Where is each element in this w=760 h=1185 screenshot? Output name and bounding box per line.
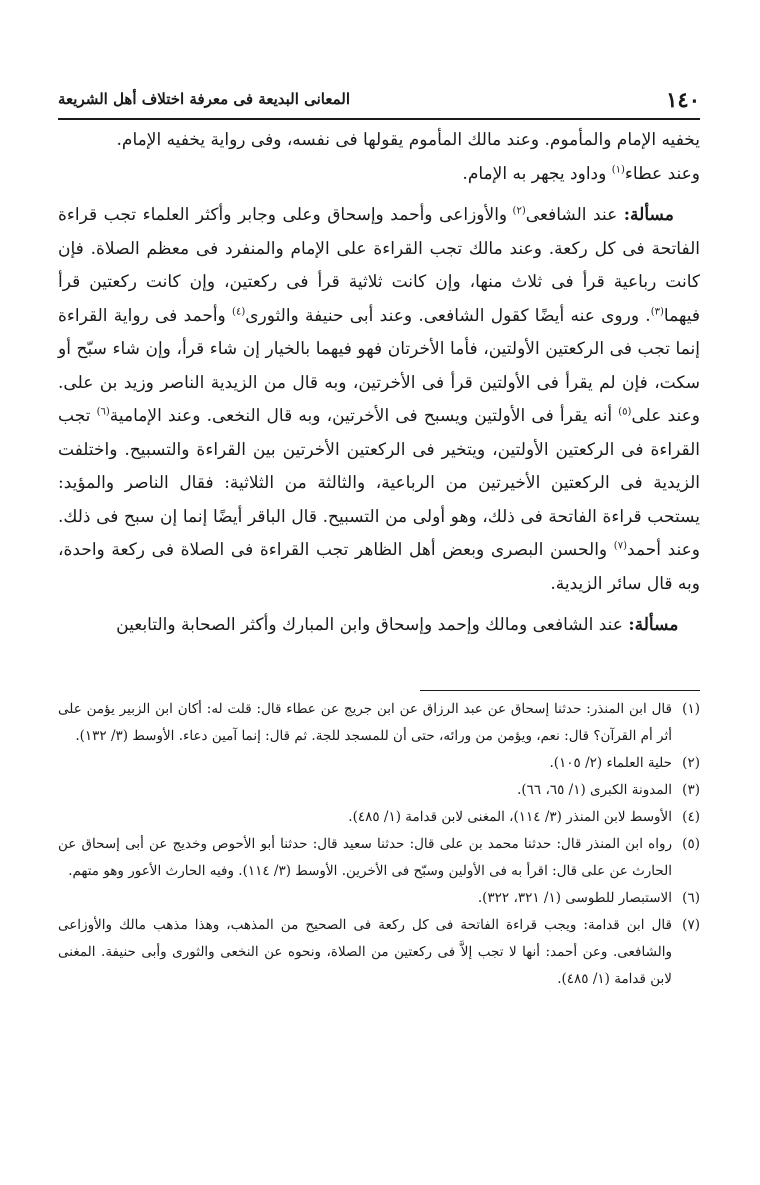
footnote-number: (٦) [682, 890, 700, 906]
footnote-number: (٢) [682, 755, 700, 771]
main-text [58, 124, 700, 651]
footnote-ref-5[interactable]: (٥) [618, 406, 632, 418]
page-number: ١٤٠ [666, 86, 700, 112]
footnote-text: قال ابن المنذر: حدثنا إسحاق عن عبد الرزاق عن ابن جريج عن عطاء قال: قلت له: أكان ابن الزبير يؤمن على أثر أم القرآن؟ قال: نعم، ويؤمن من ورائه، حتى أن للمسجد للجة. ثم قال: إنما آمين دعاء. الأوسط (٣/ ١٣٢). [58, 701, 672, 744]
footnote-text: الاستبصار للطوسى (١/ ٣٢١، ٣٢٢). [477, 890, 672, 906]
paragraph-3 [58, 609, 700, 643]
footnote-text: حلية العلماء (٢/ ١٠٥). [549, 755, 672, 771]
p1-line2b: وداود يجهر به الإمام. [462, 163, 612, 184]
p2-text-6: تجب القراءة فى الركعتين الأولتين، ويتخير فى الركعتين الأخرتين بين القراءة والتسبيح. واختلفت الزيدية فى الركعتين الأخيرتين من الرباعية، والثالثة من الثلاثية: فقال الناصر والمؤيد: يستحب قراءة الفاتحة فى ذلك، وهو أولى من التسبيح. قال الباقر أيضًا إنما إن سبح فى ذلك. وعند أحمد [58, 406, 700, 560]
p1-line2a: وعند عطاء [624, 163, 700, 184]
footnote-ref-1[interactable]: (١) [611, 163, 625, 175]
footnote-7 [58, 912, 700, 993]
footnote-4 [58, 804, 700, 831]
issue-label: مسألة: [623, 205, 674, 225]
footnotes [58, 696, 700, 993]
p3-text: عند الشافعى ومالك وإحمد وإسحاق وابن المبارك وأكثر الصحابة والتابعين [116, 615, 629, 635]
footnote-text: قال ابن قدامة: ويجب قراءة الفاتحة فى كل ركعة فى الصحيح من المذهب، وهذا مذهب مالك والأوزاعى والشافعى. وعن أحمد: أنها لا تجب إلاَّ فى ركعتين من الصلاة، ونحوه عن النخعى والثورى وأبى حنيفة. المغنى لابن قدامة (١/ ٤٨٥). [58, 917, 672, 987]
p2-text-5: أنه يقرأ فى الأولتين ويسبح فى الأخرتين، وبه قال النخعى. وعند الإمامية [109, 406, 619, 426]
footnote-1 [58, 696, 700, 750]
footnote-text: رواه ابن المنذر قال: حدثنا محمد بن على قال: حدثنا سعيد قال: حدثنا أبو الأحوص وخديج عن أبى إسحاق عن الحارث عن على قال: اقرأ به فى الأولين وسبّح فى الأخرين. الأوسط (٣/ ١١٤). وفيه الحارث الأعور وهو متهم. [58, 836, 672, 879]
p2-text-7: والحسن البصرى وبعض أهل الظاهر تجب القراءة فى الصلاة فى ركعة واحدة، وبه قال سائر الزيدية. [58, 540, 700, 594]
footnote-ref-3[interactable]: (٣) [650, 305, 664, 317]
issue-label: مسألة: [628, 615, 679, 635]
header-divider [58, 118, 700, 120]
p2-text-4: وأحمد فى رواية القراءة إنما تجب فى الركعتين الأولتين، فأما الأخرتان فهو فيهما بالخيار إن شاء قرأ، وإن شاء سبّح أو سكت، فإن لم يقرأ فى الأولتين قرأ فى الأخرتين، وبه قال من الزيدية الناصر وزيد بن على. وعند على [58, 305, 700, 426]
footnote-divider [420, 690, 700, 691]
footnote-ref-4[interactable]: (٤) [232, 305, 246, 317]
p2-text-1: عند الشافعى [525, 205, 624, 225]
p2-text-3: . وروى عنه أيضًا كقول الشافعى. وعند أبى حنيفة والثورى [245, 305, 651, 326]
footnote-6 [58, 885, 700, 912]
footnote-text: المدونة الكبرى (١/ ٦٥، ٦٦). [517, 782, 672, 798]
paragraph-1 [58, 124, 700, 191]
footnote-number: (٥) [682, 836, 700, 852]
running-header [58, 84, 700, 114]
footnote-3 [58, 777, 700, 804]
p2-text-2: والأوزاعى وأحمد وإسحاق وعلى وجابر وأكثر العلماء تجب قراءة الفاتحة فى كل ركعة. وعند مالك تجب القراءة على الإمام والمنفرد فى معظم الصلاة. فإن كانت رباعية قرأ فى ثلاث منها، وإن كانت ثلاثية قرأ فى ركعتين، وإن كانت ركعتين قرأ فيهما [58, 205, 700, 326]
footnote-2 [58, 750, 700, 777]
p1-line1: يخفيه الإمام والمأموم. وعند مالك المأموم يقولها فى نفسه، وفى رواية يخفيه الإمام. [116, 130, 700, 150]
footnote-number: (٤) [682, 809, 700, 825]
footnote-number: (١) [682, 701, 700, 717]
running-title: المعانى البديعة فى معرفة اختلاف أهل الشريعة [58, 90, 351, 108]
footnote-ref-7[interactable]: (٧) [613, 540, 627, 552]
footnote-ref-6[interactable]: (٦) [96, 406, 110, 418]
footnote-number: (٧) [682, 917, 700, 933]
footnote-5 [58, 831, 700, 885]
footnote-number: (٣) [682, 782, 700, 798]
footnote-ref-2[interactable]: (٢) [512, 205, 526, 217]
footnote-text: الأوسط لابن المنذر (٣/ ١١٤)، المغنى لابن قدامة (١/ ٤٨٥). [348, 809, 672, 825]
paragraph-2 [58, 199, 700, 601]
